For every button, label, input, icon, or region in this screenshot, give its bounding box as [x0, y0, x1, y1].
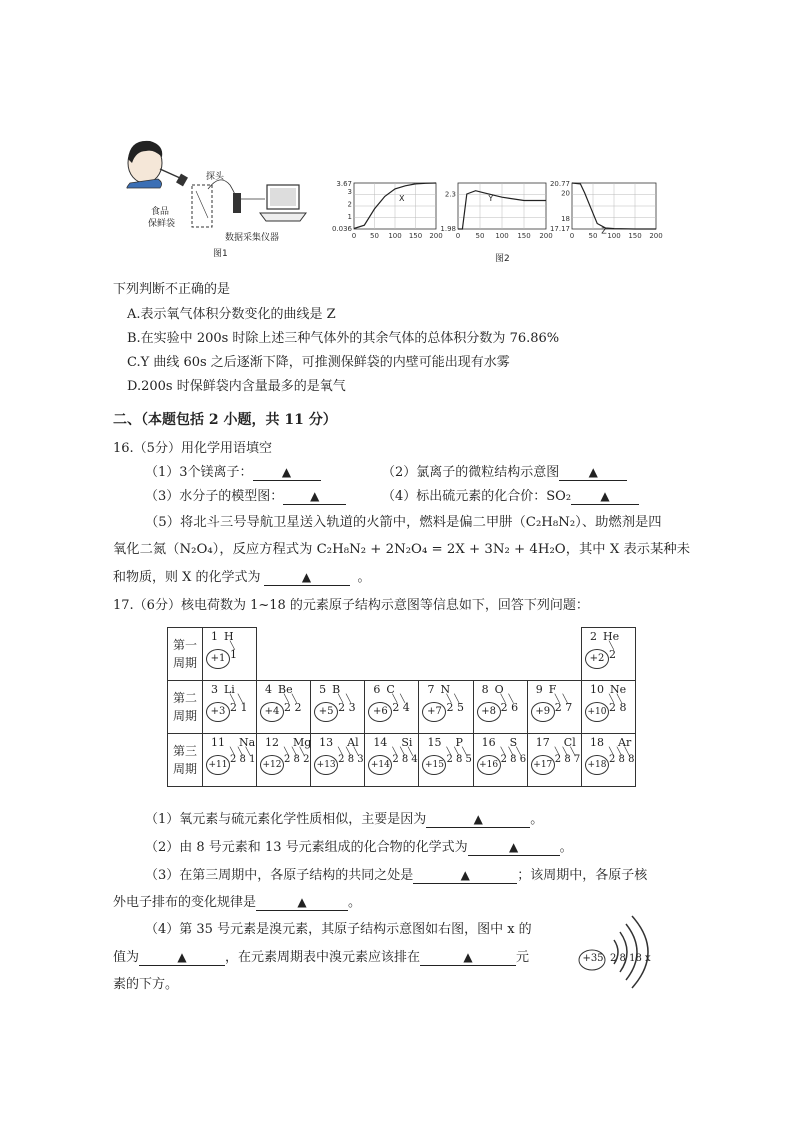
series-label: Z — [601, 226, 607, 236]
y-tick-label: 20 — [561, 189, 570, 198]
x-tick-label: 0 — [351, 232, 357, 240]
x-tick-label: 100 — [495, 232, 509, 240]
x-tick-label: 150 — [408, 232, 423, 240]
collector-label: 数据采集仪器 — [225, 233, 280, 243]
element-cell-o: 8 O ╲╲ +8 2 6 — [473, 681, 527, 734]
q17-p2-end: 。 — [559, 840, 573, 855]
q17-p1-end: 。 — [530, 812, 544, 827]
q16-stem: 16.（5分）用化学用语填空 — [113, 441, 272, 456]
answer-mark-icon: ▲ — [600, 489, 610, 503]
answer-mark-icon: ▲ — [509, 840, 519, 854]
q17-stem: 17.（6分）核电荷数为 1~18 的元素原子结构示意图等信息如下，回答下列问题： — [113, 598, 589, 613]
x-tick-label: 150 — [517, 232, 531, 240]
period-label-2: 第二周期 — [168, 681, 203, 734]
y-tick-label: 1.98 — [440, 225, 456, 233]
element-cell-mg: 12 Mg ╲╲╲ +12 2 8 2 — [257, 734, 311, 787]
element-cell-c: 6 C ╲╲ +6 2 4 — [365, 681, 419, 734]
element-cell-ne: 10 Ne ╲╲ +10 2 8 — [582, 681, 636, 734]
q17-part3-line2 — [113, 891, 361, 911]
q16-part5-line3 — [113, 566, 371, 586]
answer-mark-icon: ▲ — [473, 812, 483, 826]
period-row-1 — [168, 628, 636, 681]
y-tick-label: 3.67 — [336, 180, 352, 188]
q16-p5-blank[interactable] — [264, 570, 350, 586]
q17-p2-blank[interactable] — [468, 840, 560, 856]
q15-option-c: C.Y 曲线 60s 之后逐渐下降，可推测保鲜袋的内壁可能出现有水雾 — [127, 355, 510, 370]
q17-part4-line3: 素的下方。 — [113, 977, 179, 992]
answer-mark-icon: ▲ — [297, 895, 307, 909]
q17-p4d-text: 元 — [516, 950, 530, 965]
q17-part4-line1: （4）第 35 号元素是溴元素，其原子结构示意图如右图，图中 x 的 — [145, 922, 532, 937]
figure2 — [330, 175, 670, 265]
q15-option-d: D.200s 时保鲜袋内含量最多的是氧气 — [127, 379, 346, 394]
series-label: Y — [488, 193, 494, 203]
period-label-1: 第一周期 — [168, 628, 203, 681]
period-label-3: 第三周期 — [168, 734, 203, 787]
q17-p3c-blank[interactable] — [256, 895, 348, 911]
answer-mark-icon: ▲ — [460, 868, 470, 882]
element-cell-al: 13 Al ╲╲╲ +13 2 8 3 — [311, 734, 365, 787]
y-tick-label: 18 — [561, 214, 570, 223]
section2-title: 二、（本题包括 2 小题，共 11 分） — [113, 412, 337, 428]
figure1 — [120, 133, 330, 263]
q16-part5-line2: 氧化二氮（N₂O₄），反应方程式为 C₂H₈N₂ + 2N₂O₄ = 2X + 3N₂ + 4H₂O，其中 X 表示某种未 — [113, 542, 690, 557]
q16-part5-line1: （5）将北斗三号导航卫星送入轨道的火箭中，燃料是偏二甲肼（C₂H₈N₂）、助燃剂是四 — [145, 515, 662, 530]
answer-mark-icon: ▲ — [463, 950, 473, 964]
q15-stem: 下列判断不正确的是 — [113, 282, 231, 297]
q16-p2-text: （2）氯离子的微粒结构示意图 — [382, 465, 560, 480]
q17-part2 — [145, 836, 573, 856]
y-tick-label: 2 — [347, 200, 352, 209]
q17-p4b-blank[interactable] — [139, 950, 225, 966]
q16-part2 — [382, 461, 627, 481]
bromine-shells: 2 8 18 x — [610, 953, 651, 964]
element-cell-s: 16 S ╲╲╲ +16 2 8 6 — [473, 734, 527, 787]
bag-label-1: 食品 — [151, 207, 170, 217]
x-tick-label: 50 — [588, 232, 598, 240]
x-tick-label: 50 — [370, 232, 379, 240]
element-cell-na: 11 Na ╲╲╲ +11 2 8 1 — [203, 734, 257, 787]
figure1-caption: 图1 — [213, 249, 228, 259]
bromine-structure-diagram — [576, 910, 686, 995]
bag-label-2: 保鲜袋 — [148, 219, 176, 229]
q17-part1 — [145, 808, 543, 828]
q17-p4b-text: 值为 — [113, 950, 140, 965]
element-cell-f: 9 F ╲╲ +9 2 7 — [527, 681, 581, 734]
q17-p3-end: 。 — [348, 895, 362, 910]
element-cell-cl: 17 Cl ╲╲╲ +17 2 8 7 — [527, 734, 581, 787]
x-tick-label: 150 — [628, 232, 642, 240]
y-tick-label: 20.77 — [549, 180, 570, 188]
element-cell-p: 15 P ╲╲╲ +15 2 8 5 — [419, 734, 473, 787]
q16-p1-text: （1）3个镁离子： — [145, 465, 253, 480]
q17-p1-blank[interactable] — [426, 812, 530, 828]
answer-mark-icon: ▲ — [588, 465, 598, 479]
q16-p1-blank[interactable] — [253, 465, 321, 481]
element-cell-he: 2 He ╲ +2 2 — [582, 628, 636, 681]
x-tick-label: 200 — [539, 232, 553, 240]
q17-p3a-text: （3）在第三周期中，各原子结构的共同之处是 — [145, 868, 414, 883]
element-cell-h: 1 H ╲ +1 1 — [203, 628, 257, 681]
y-tick-label: 2.3 — [444, 190, 456, 199]
q15-option-b: B.在实验中 200s 时除上述三种气体外的其余气体的总体积分数为 76.86% — [127, 331, 560, 346]
q17-p3b-text: ；该周期中，各原子核 — [517, 868, 648, 883]
element-cell-b: 5 B ╲╲ +5 2 3 — [311, 681, 365, 734]
answer-mark-icon: ▲ — [281, 465, 292, 479]
q16-p2-blank[interactable] — [559, 465, 627, 481]
q17-part3-line1 — [145, 864, 647, 884]
periodic-table — [167, 627, 636, 787]
q16-part1 — [145, 461, 321, 481]
q16-p4-blank[interactable] — [571, 489, 639, 505]
element-cell-ar: 18 Ar ╲╲╲ +18 2 8 8 — [582, 734, 636, 787]
x-tick-label: 50 — [475, 232, 485, 240]
probe-label: 探头 — [206, 172, 225, 182]
element-cell-li: 3 Li ╲╲ +3 2 1 — [203, 681, 257, 734]
q16-p3-text: （3）水分子的模型图： — [145, 489, 284, 504]
y-tick-label: 0.036 — [331, 225, 352, 233]
x-tick-label: 0 — [569, 232, 575, 240]
q16-p3-blank[interactable] — [283, 489, 346, 505]
q17-p2-text: （2）由 8 号元素和 13 号元素组成的化合物的化学式为 — [145, 840, 468, 855]
period-row-3 — [168, 734, 636, 787]
x-tick-label: 200 — [649, 232, 663, 240]
answer-mark-icon: ▲ — [310, 489, 320, 503]
x-tick-label: 200 — [429, 232, 443, 240]
y-tick-label: 1 — [347, 212, 352, 221]
q17-p4c-text: ，在元素周期表中溴元素应该排在 — [225, 950, 421, 965]
q17-p3c-text: 外电子排布的变化规律是 — [113, 895, 257, 910]
x-tick-label: 100 — [607, 232, 621, 240]
answer-mark-icon: ▲ — [177, 950, 187, 964]
q16-p5-text: 和物质，则 X 的化学式为 — [113, 570, 261, 585]
series-label: X — [399, 193, 405, 203]
y-tick-label: 3 — [347, 187, 352, 196]
q16-part4 — [382, 485, 639, 505]
q15-option-a: A.表示氧气体积分数变化的曲线是 Z — [127, 307, 336, 322]
y-tick-label: 17.17 — [549, 225, 570, 233]
period-row-2 — [168, 681, 636, 734]
bromine-nucleus: +35 — [582, 953, 604, 964]
q17-p3a-blank[interactable] — [413, 868, 517, 884]
q17-part4-line2 — [113, 946, 529, 966]
x-tick-label: 0 — [455, 232, 461, 240]
q17-p4c-blank[interactable] — [420, 950, 516, 966]
experiment-illustration — [120, 133, 330, 263]
q16-part3 — [145, 485, 346, 505]
element-cell-be: 4 Be ╲╲ +4 2 2 — [257, 681, 311, 734]
element-cell-si: 14 Si ╲╲╲ +14 2 8 4 — [365, 734, 419, 787]
element-cell-n: 7 N ╲╲ +7 2 5 — [419, 681, 473, 734]
figure2-caption: 图2 — [495, 254, 510, 264]
x-tick-label: 100 — [388, 232, 402, 240]
answer-mark-icon: ▲ — [301, 570, 312, 584]
q16-p4-text: （4）标出硫元素的化合价：SO₂ — [382, 489, 572, 504]
q16-p5-end: 。 — [357, 570, 371, 585]
q17-p1-text: （1）氧元素与硫元素化学性质相似，主要是因为 — [145, 812, 427, 827]
